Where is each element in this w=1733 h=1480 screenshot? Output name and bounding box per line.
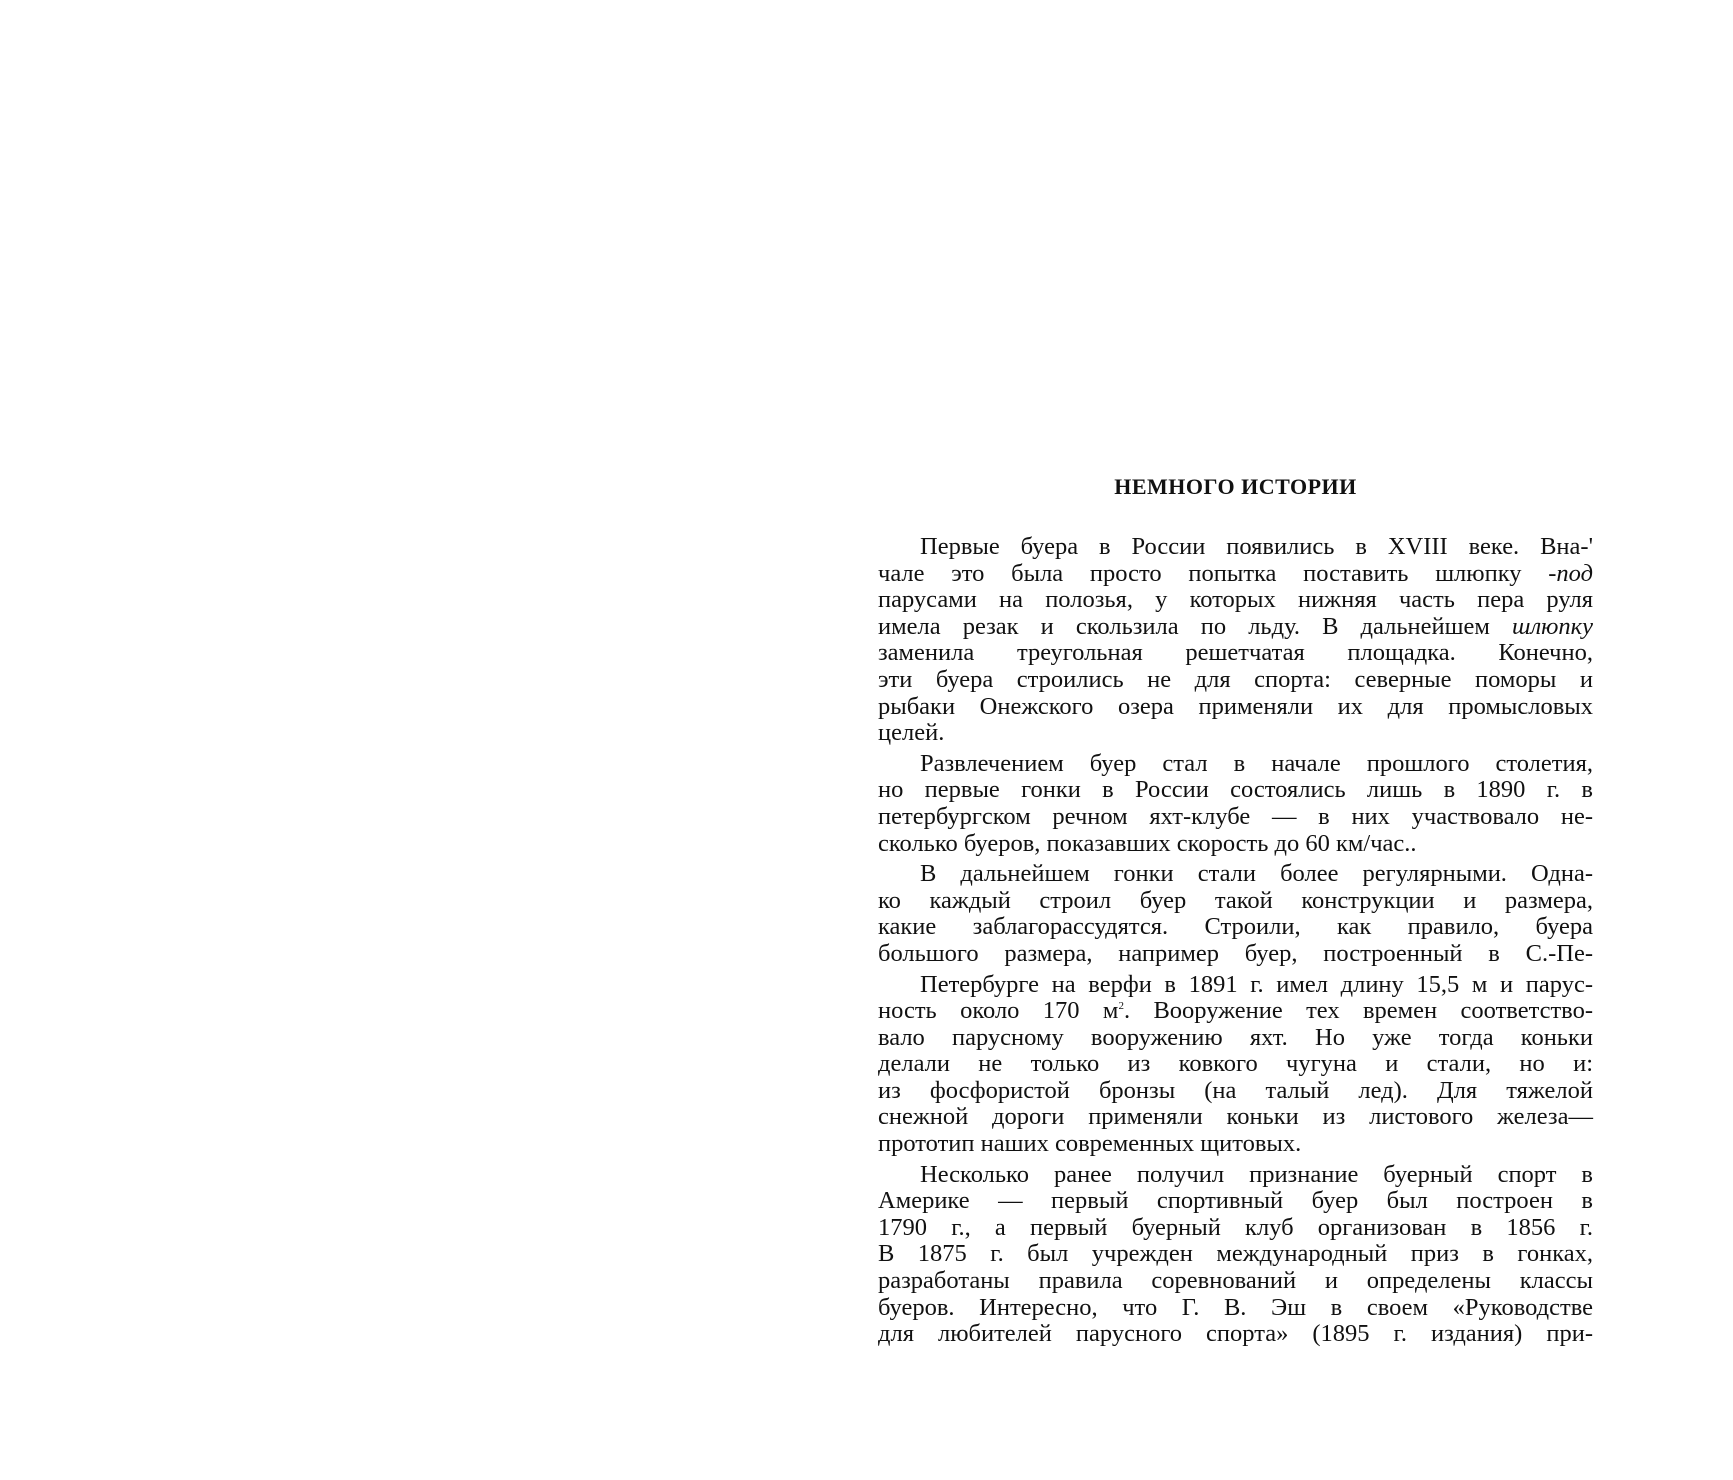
text-line: парусами на полозья, у которых нижняя часть пера руля	[878, 586, 1593, 614]
text-line: В 1875 г. был учрежден международный приз в гонках,	[878, 1240, 1593, 1268]
text-line: ко каждый строил буер такой конструкции и размера,	[878, 886, 1593, 914]
text-line: буеров. Интересно, что Г. В. Эш в своем «Руководстве	[878, 1293, 1593, 1321]
text-line: Несколько ранее получил признание буерный спорт в	[920, 1160, 1593, 1188]
paragraph-2	[878, 751, 1593, 857]
book-page	[878, 474, 1593, 1352]
paragraph-3	[878, 861, 1593, 967]
text-line: разработаны правила соревнований и определены классы	[878, 1267, 1593, 1295]
text-line: 1790 г., а первый буерный клуб организован в 1856 г.	[878, 1213, 1593, 1241]
text-line: Развлечением буер стал в начале прошлого столетия,	[920, 749, 1593, 777]
text-line: прототип наших современных щитовых.	[878, 1130, 1302, 1158]
text-line: большого размера, например буер, построенный в С.-Пе-	[878, 939, 1593, 967]
text-line: заменила треугольная решетчатая площадка. Конечно,	[878, 639, 1593, 667]
text-line: какие заблагорассудятся. Строили, как правило, буера	[878, 913, 1593, 941]
paragraph-5	[878, 1162, 1593, 1348]
paragraph-4	[878, 972, 1593, 1158]
text-line-with-superscript	[878, 998, 1593, 1025]
text-line: из фосфористой бронзы (на талый лед). Для тяжелой	[878, 1076, 1593, 1104]
text-line: петербургском речном яхт-клубе — в них участвовало не-	[878, 802, 1593, 830]
text-line: В дальнейшем гонки стали более регулярными. Одна-	[920, 860, 1593, 888]
text-line: вало парусному вооружению яхт. Но уже тогда коньки	[878, 1023, 1593, 1051]
text-line: рыбаки Онежского озера применяли их для промысловых	[878, 692, 1593, 720]
chapter-title: НЕМНОГО ИСТОРИИ	[1114, 474, 1357, 499]
text-line: эти буера строились не для спорта: северные поморы и	[878, 665, 1593, 693]
text-line: Первые буера в России появились в XVIII веке. Вна-'	[920, 533, 1593, 560]
text-line: имела резак и скользила по льду. В дальнейшем шлюпку	[878, 612, 1593, 640]
text-line: целей.	[878, 719, 945, 747]
text-line: чале это была просто попытка поставить шлюпку -под	[878, 559, 1593, 587]
text-fragment: . Вооружение тех времен соответство-	[1123, 997, 1593, 1025]
paragraph-1	[878, 534, 1593, 747]
text-fragment: ность около 170 м	[878, 997, 1119, 1025]
text-line: Америке — первый спортивный буер был построен в	[878, 1187, 1593, 1215]
italic-word: шлюпку	[1511, 612, 1593, 640]
text-line: делали не только из ковкого чугуна и стали, но и:	[878, 1050, 1593, 1078]
superscript: 2	[1118, 1000, 1124, 1013]
text-line: Петербурге на верфи в 1891 г. имел длину 15,5 м и парус-	[920, 970, 1593, 998]
text-line: сколько буеров, показавших скорость до 60 км/час..	[878, 829, 1417, 857]
text-line: но первые гонки в России состоялись лишь в 1890 г. в	[878, 776, 1593, 804]
text-line: снежной дороги применяли коньки из листового железа—	[878, 1103, 1593, 1131]
italic-word: под	[1556, 559, 1593, 587]
text-line: для любителей парусного спорта» (1895 г. издания) при-	[878, 1320, 1593, 1348]
